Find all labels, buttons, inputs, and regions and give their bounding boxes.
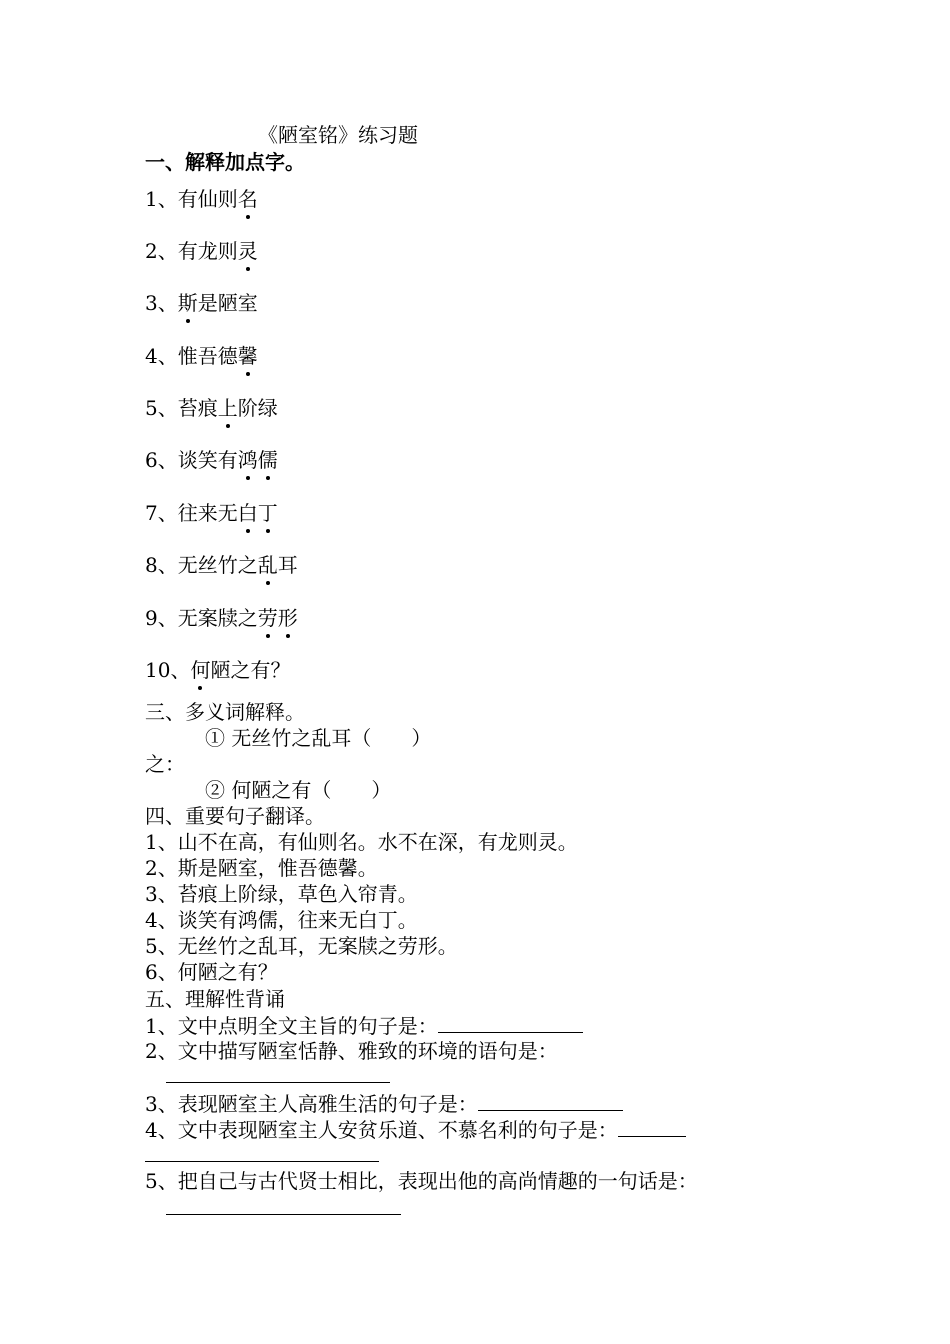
list-item: 5、无丝竹之乱耳，无案牍之劳形。 xyxy=(145,934,458,958)
question-3: 3、表现陋室主人高雅生活的句子是： xyxy=(145,1090,623,1117)
section1-heading: 一、解释加点字。 xyxy=(145,150,305,174)
dotted-char: 斯 xyxy=(177,291,198,315)
dotted-char: 鸿 xyxy=(237,448,258,472)
question-2: 2、文中描写陋室恬静、雅致的环境的语句是： xyxy=(145,1039,558,1063)
dotted-char: 何 xyxy=(190,658,211,682)
section5-heading: 五、理解性背诵 xyxy=(145,987,285,1011)
question-4: 4、文中表现陋室主人安贫乐道、不慕名利的句子是： xyxy=(145,1116,686,1143)
sense-1: ① 无丝竹之乱耳（ ） xyxy=(205,726,432,750)
question-5: 5、把自己与古代贤士相比，表现出他的高尚情趣的一句话是： xyxy=(145,1169,698,1193)
page-title: 《陋室铭》练习题 xyxy=(258,123,418,147)
section4-heading: 四、重要句子翻译。 xyxy=(145,804,325,828)
polysemy-word: 之： xyxy=(145,752,185,776)
list-item: 4、谈笑有鸿儒，往来无白丁。 xyxy=(145,908,418,932)
answer-blank[interactable] xyxy=(166,1082,390,1083)
list-item: 3、苔痕上阶绿，草色入帘青。 xyxy=(145,882,418,906)
dotted-char: 劳 xyxy=(257,606,278,630)
dotted-char: 乱 xyxy=(257,553,278,577)
sense-2: ② 何陋之有（ ） xyxy=(205,778,392,802)
answer-blank[interactable] xyxy=(145,1161,379,1162)
list-item: 1、山不在高，有仙则名。水不在深，有龙则灵。 xyxy=(145,830,578,854)
dotted-char: 馨 xyxy=(237,344,258,368)
list-item: 4、惟吾德馨 xyxy=(145,344,258,368)
dotted-char: 名 xyxy=(237,187,258,211)
list-item: 10、何陋之有？ xyxy=(145,658,291,682)
list-item: 9、无案牍之劳形 xyxy=(145,606,298,630)
list-item: 6、谈笑有鸿儒 xyxy=(145,448,278,472)
list-item: 7、往来无白丁 xyxy=(145,501,278,525)
question-1: 1、文中点明全文主旨的句子是： xyxy=(145,1012,583,1039)
list-item: 1、有仙则名 xyxy=(145,187,258,211)
list-item: 2、有龙则灵 xyxy=(145,239,258,263)
answer-blank[interactable] xyxy=(166,1214,401,1215)
dotted-char: 上 xyxy=(217,396,238,420)
dotted-char: 形 xyxy=(277,606,298,630)
answer-blank[interactable] xyxy=(478,1090,623,1111)
dotted-char: 灵 xyxy=(237,239,258,263)
dotted-char: 儒 xyxy=(257,448,278,472)
answer-blank[interactable] xyxy=(618,1116,686,1137)
list-item: 8、无丝竹之乱耳 xyxy=(145,553,298,577)
dotted-char: 丁 xyxy=(257,501,278,525)
list-item: 3、斯是陋室 xyxy=(145,291,258,315)
section3-heading: 三、多义词解释。 xyxy=(145,700,305,724)
answer-blank[interactable] xyxy=(438,1012,583,1033)
list-item: 2、斯是陋室，惟吾德馨。 xyxy=(145,856,378,880)
list-item: 6、何陋之有？ xyxy=(145,960,278,984)
dotted-char: 白 xyxy=(237,501,258,525)
list-item: 5、苔痕上阶绿 xyxy=(145,396,278,420)
